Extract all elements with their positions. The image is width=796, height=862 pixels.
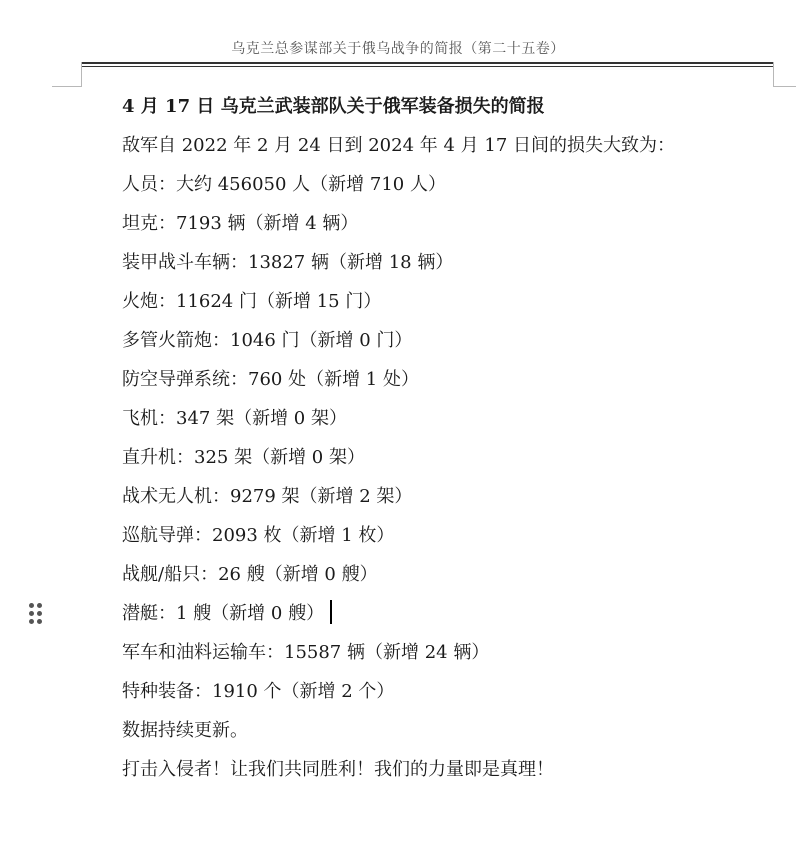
crop-mark-right-horizontal	[773, 86, 796, 87]
paragraph-text: 特种装备：1910 个（新增 2 个）	[122, 681, 395, 702]
crop-mark-left-horizontal	[52, 86, 81, 87]
paragraph-text: 战舰/船只：26 艘（新增 0 艘）	[122, 564, 378, 585]
paragraph-armored-vehicles[interactable]	[122, 248, 762, 287]
paragraph-text: 直升机：325 架（新增 0 架）	[122, 447, 365, 468]
paragraph-helicopters[interactable]	[122, 443, 762, 482]
paragraph-text: 潜艇：1 艘（新增 0 艘）	[122, 603, 325, 624]
paragraph-mlrs[interactable]	[122, 326, 762, 365]
crop-mark-right-vertical	[773, 62, 774, 87]
paragraph-text: 装甲战斗车辆：13827 辆（新增 18 辆）	[122, 252, 454, 273]
paragraph-text: 数据持续更新。	[122, 720, 248, 741]
paragraph-closing-slogan[interactable]	[122, 755, 762, 794]
drag-dot	[37, 603, 42, 608]
paragraph-warships[interactable]	[122, 560, 762, 599]
paragraph-cruise-missiles[interactable]	[122, 521, 762, 560]
header-rule	[81, 62, 773, 64]
paragraph-intro[interactable]	[122, 131, 762, 170]
paragraph-text: 战术无人机：9279 架（新增 2 架）	[122, 486, 413, 507]
paragraph-data-updating[interactable]	[122, 716, 762, 755]
drag-dot	[29, 611, 34, 616]
paragraph-drag-handle-icon[interactable]	[29, 603, 43, 625]
drag-dot	[37, 619, 42, 624]
document-header-title: 乌克兰总参谋部关于俄乌战争的简报（第二十五卷）	[231, 41, 565, 57]
document-body[interactable]	[122, 92, 762, 794]
paragraph-text: 多管火箭炮：1046 门（新增 0 门）	[122, 330, 413, 351]
paragraph-air-defense[interactable]	[122, 365, 762, 404]
paragraph-submarines[interactable]	[122, 599, 762, 638]
paragraph-text: 敌军自 2022 年 2 月 24 日到 2024 年 4 月 17 日间的损失大致为：	[122, 135, 675, 156]
drag-dot	[37, 611, 42, 616]
paragraph-text: 打击入侵者！让我们共同胜利！我们的力量即是真理！	[122, 759, 554, 780]
paragraph-drones[interactable]	[122, 482, 762, 521]
paragraph-vehicles-fuel-tanks[interactable]	[122, 638, 762, 677]
header-rule-thin	[81, 66, 773, 67]
paragraph-text: 坦克：7193 辆（新增 4 辆）	[122, 213, 359, 234]
document-title-text: 4 月 17 日 乌克兰武装部队关于俄军装备损失的简报	[122, 96, 545, 117]
paragraph-text: 人员：大约 456050 人（新增 710 人）	[122, 174, 446, 195]
paragraph-text: 飞机：347 架（新增 0 架）	[122, 408, 347, 429]
paragraph-personnel[interactable]	[122, 170, 762, 209]
text-cursor	[330, 600, 332, 624]
paragraph-text: 防空导弹系统：760 处（新增 1 处）	[122, 369, 419, 390]
paragraph-text: 巡航导弹：2093 枚（新增 1 枚）	[122, 525, 395, 546]
crop-mark-left-vertical	[81, 62, 82, 87]
paragraph-tanks[interactable]	[122, 209, 762, 248]
drag-dot	[29, 603, 34, 608]
drag-dot	[29, 619, 34, 624]
paragraph-artillery[interactable]	[122, 287, 762, 326]
paragraph-text: 军车和油料运输车：15587 辆（新增 24 辆）	[122, 642, 490, 663]
paragraph-aircraft[interactable]	[122, 404, 762, 443]
paragraph-special-equipment[interactable]	[122, 677, 762, 716]
paragraph-text: 火炮：11624 门（新增 15 门）	[122, 291, 382, 312]
document-title[interactable]	[122, 92, 762, 131]
